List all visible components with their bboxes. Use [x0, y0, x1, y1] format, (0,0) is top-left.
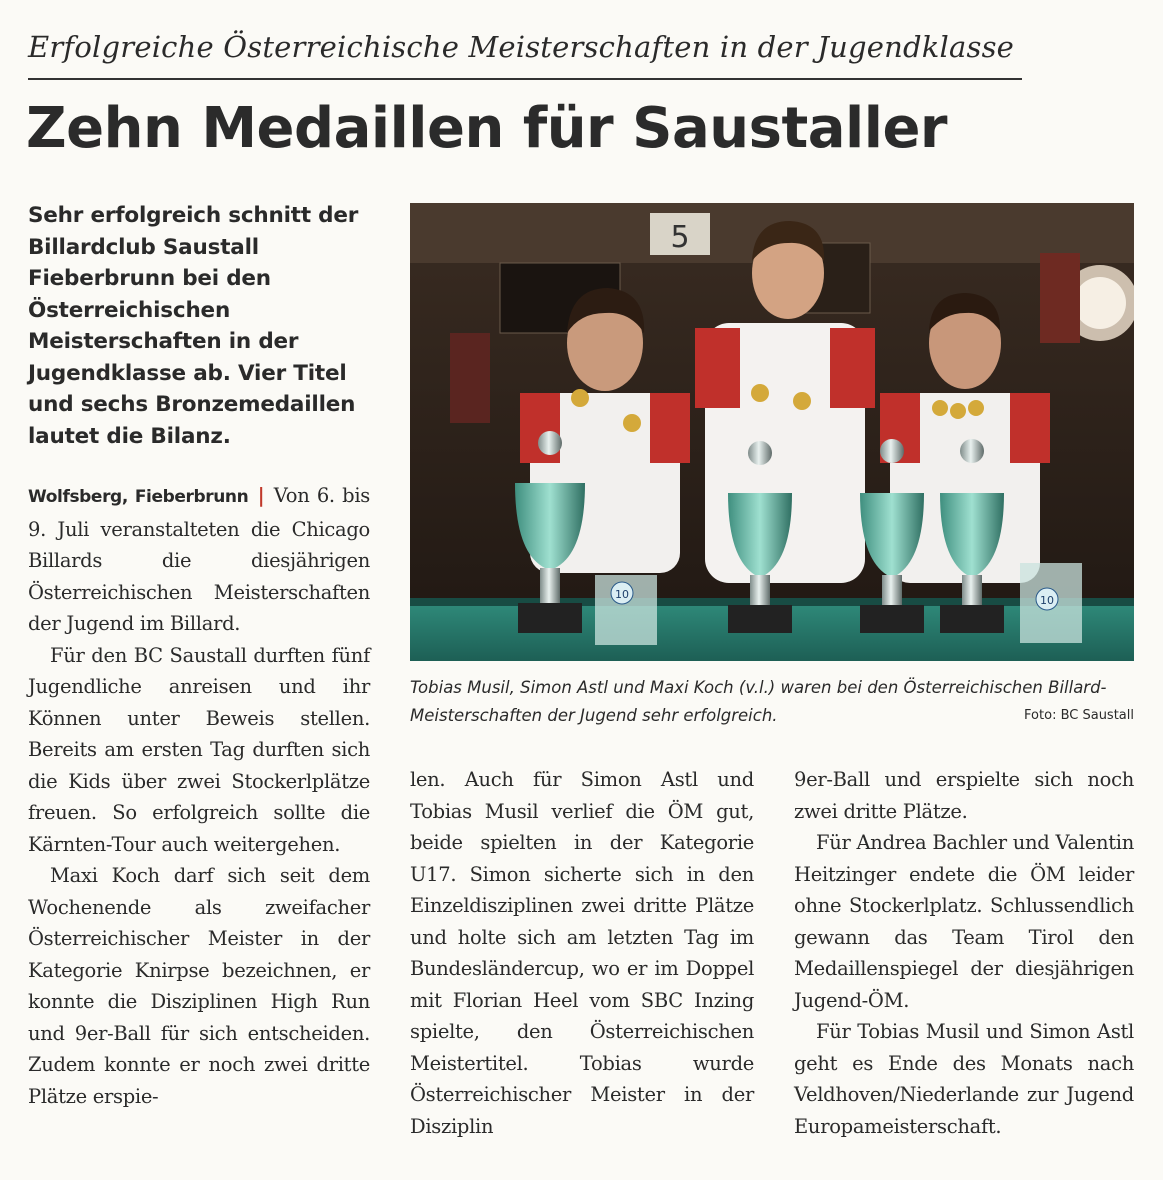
- glass-award-left: [595, 575, 657, 645]
- paragraph-3-part-2: len. Auch für Simon Astl und Tobias Musil verlief die ÖM gut, beide spielten in der Kategorie U17. Simon sicherte sich in den Einzeldisziplinen zwei dritte Plätze und holte sich am letzten Tag im Bundesländercup, wo er im Doppel mit Florian Heel vom SBC Inzing spielte, den Österreichischen Meistertitel. Tobias wurde Österreichischer Meister in der Disziplin: [410, 768, 754, 1138]
- paragraph-3-part-1: Maxi Koch darf sich seit dem Wochenende als zweifacher Österreichischer Meister in der Kategorie Knirpse bezeichnen, er konnte die Disziplinen High Run und 9er-Ball für sich entscheiden. Zudem konnte er noch zwei dritte Plätze erspie-: [28, 864, 370, 1108]
- team-photo-illustration: [410, 203, 1134, 661]
- body-column-3: [794, 764, 1134, 1142]
- body-column-2: [410, 764, 754, 1142]
- paragraph-1-text: Von 6. bis 9. Juli veranstalteten die Chicago Billards die diesjährigen Österreichischen Meisterschaften der Jugend im Billard.: [28, 484, 370, 635]
- paragraph-1: [28, 480, 370, 640]
- body-column-1: [28, 480, 370, 1112]
- glass-award-right: [1020, 563, 1082, 643]
- dateline: Wolfsberg, Fieberbrunn: [28, 487, 249, 507]
- kicker-rule: [28, 78, 1022, 80]
- photo-credit: Foto: BC Saustall: [1024, 708, 1134, 723]
- team-photo: [410, 203, 1134, 661]
- ball-label-left: 10: [615, 588, 629, 601]
- ball-label-right: 10: [1040, 594, 1054, 607]
- paragraph-3-part-3: 9er-Ball und erspielte sich noch zwei dritte Plätze.: [794, 768, 1134, 823]
- article-headline: Zehn Medaillen für Saustaller: [26, 96, 948, 161]
- caption-text: Tobias Musil, Simon Astl und Maxi Koch (v.l.) waren bei den Österreichischen Billard-Meisterschaften der Jugend sehr erfolgreich.: [410, 678, 1107, 725]
- table-number-sign: 5: [670, 220, 690, 255]
- article-lead: Sehr erfolgreich schnitt der Billardclub Saustall Fieberbrunn bei den Österreichischen Meisterschaften in der Jugendklasse ab. Vier Titel und sechs Bronzemedaillen lautet die Bilanz.: [28, 203, 359, 449]
- paragraph-5: Für Tobias Musil und Simon Astl geht es Ende des Monats nach Veldhoven/Niederlande zur Jugend Europameisterschaft.: [794, 1020, 1134, 1138]
- photo-caption: [410, 674, 1134, 730]
- paragraph-4: Für Andrea Bachler und Valentin Heitzinger endete die ÖM leider ohne Stockerlplatz. Schlussendlich gewann das Team Tirol den Medaillenspiegel der diesjährigen Jugend-ÖM.: [794, 831, 1134, 1012]
- article-kicker: Erfolgreiche Österreichische Meisterschaften in der Jugendklasse: [28, 30, 1015, 64]
- paragraph-2: Für den BC Saustall durften fünf Jugendliche anreisen und ihr Können unter Beweis stellen. Bereits am ersten Tag durften sich die Kids über zwei Stockerlplätze freuen. So erfolgreich sollte die Kärnten-Tour auch weitergehen.: [28, 643, 370, 856]
- dateline-separator: |: [257, 484, 265, 507]
